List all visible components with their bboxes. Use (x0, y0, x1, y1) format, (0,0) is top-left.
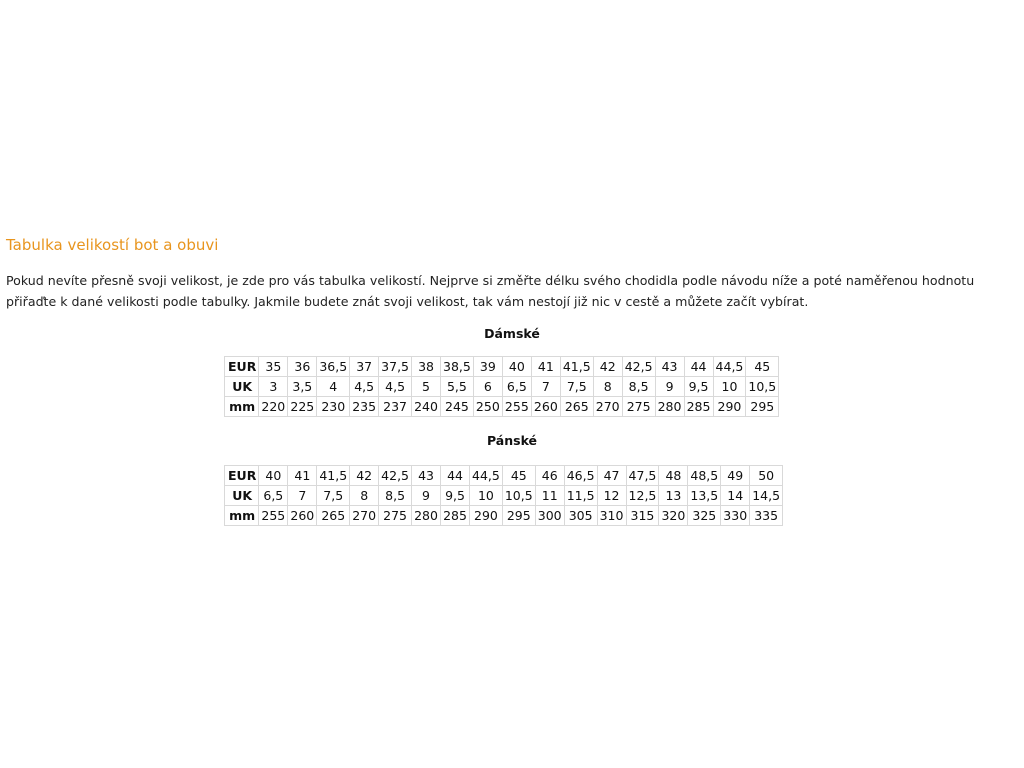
table-cell: 46 (535, 466, 564, 486)
table-cell: 7 (531, 377, 560, 397)
table-cell: 49 (721, 466, 750, 486)
table-cell: 45 (746, 357, 779, 377)
table-cell: 270 (593, 397, 622, 417)
table-cell: 48 (659, 466, 688, 486)
table-cell: 300 (535, 506, 564, 526)
table-cell: 6,5 (259, 486, 288, 506)
table-cell: 260 (531, 397, 560, 417)
table-cell: 47 (597, 466, 626, 486)
table-cell: 8 (593, 377, 622, 397)
womens-sizes-heading: Dámské (484, 326, 540, 341)
table-cell: 4,5 (350, 377, 379, 397)
mens-size-table (224, 465, 783, 526)
table-cell: 47,5 (626, 466, 659, 486)
table-row (225, 506, 783, 526)
table-cell: 265 (317, 506, 350, 526)
table-cell: 7,5 (317, 486, 350, 506)
row-label: UK (225, 486, 259, 506)
table-cell: 46,5 (564, 466, 597, 486)
table-cell: 12 (597, 486, 626, 506)
row-label: mm (225, 506, 259, 526)
table-cell: 44 (684, 357, 713, 377)
table-cell: 37,5 (379, 357, 412, 377)
table-cell: 7,5 (560, 377, 593, 397)
table-cell: 14,5 (750, 486, 783, 506)
table-cell: 38,5 (441, 357, 474, 377)
table-cell: 40 (502, 357, 531, 377)
table-cell: 310 (597, 506, 626, 526)
table-cell: 250 (473, 397, 502, 417)
row-label: mm (225, 397, 259, 417)
table-cell: 7 (288, 486, 317, 506)
table-cell: 285 (441, 506, 470, 526)
row-label: UK (225, 377, 259, 397)
table-cell: 315 (626, 506, 659, 526)
table-cell: 10 (713, 377, 746, 397)
table-cell: 41,5 (560, 357, 593, 377)
table-cell: 265 (560, 397, 593, 417)
table-cell: 41,5 (317, 466, 350, 486)
table-cell: 9,5 (441, 486, 470, 506)
table-cell: 8,5 (379, 486, 412, 506)
table-cell: 36 (288, 357, 317, 377)
table-cell: 13 (659, 486, 688, 506)
table-cell: 4 (317, 377, 350, 397)
table-cell: 275 (622, 397, 655, 417)
table-cell: 41 (288, 466, 317, 486)
table-cell: 10 (470, 486, 503, 506)
table-cell: 235 (350, 397, 379, 417)
table-cell: 42,5 (622, 357, 655, 377)
table-cell: 42 (350, 466, 379, 486)
table-cell: 13,5 (688, 486, 721, 506)
table-cell: 290 (713, 397, 746, 417)
intro-paragraph: Pokud nevíte přesně svoji velikost, je zde pro vás tabulka velikostí. Nejprve si změřte délku svého chodidla podle návodu níže a poté naměřenou hodnotu přiřaďte k dané velikosti podle tabulky. Jakmile budete znát svoji velikost, tak vám nestojí již nic v cestě a můžete začít vybírat. (6, 273, 975, 309)
table-cell: 41 (531, 357, 560, 377)
table-cell: 305 (564, 506, 597, 526)
table-cell: 9 (655, 377, 684, 397)
table-cell: 270 (350, 506, 379, 526)
table-cell: 295 (502, 506, 535, 526)
table-cell: 44,5 (713, 357, 746, 377)
table-cell: 6 (473, 377, 502, 397)
table-cell: 5 (412, 377, 441, 397)
table-cell: 9,5 (684, 377, 713, 397)
table-cell: 320 (659, 506, 688, 526)
table-cell: 8 (350, 486, 379, 506)
table-cell: 3 (259, 377, 288, 397)
table-cell: 6,5 (502, 377, 531, 397)
table-cell: 38 (412, 357, 441, 377)
table-cell: 40 (259, 466, 288, 486)
table-cell: 255 (259, 506, 288, 526)
table-cell: 11 (535, 486, 564, 506)
page-title: Tabulka velikostí bot a obuvi (6, 236, 219, 254)
table-cell: 295 (746, 397, 779, 417)
table-cell: 14 (721, 486, 750, 506)
table-cell: 8,5 (622, 377, 655, 397)
table-row (225, 466, 783, 486)
table-cell: 285 (684, 397, 713, 417)
table-cell: 43 (655, 357, 684, 377)
table-row (225, 377, 779, 397)
table-cell: 280 (655, 397, 684, 417)
table-cell: 240 (412, 397, 441, 417)
table-cell: 237 (379, 397, 412, 417)
table-cell: 10,5 (502, 486, 535, 506)
table-row (225, 357, 779, 377)
table-row (225, 486, 783, 506)
table-cell: 43 (412, 466, 441, 486)
table-cell: 230 (317, 397, 350, 417)
table-cell: 245 (441, 397, 474, 417)
table-cell: 42 (593, 357, 622, 377)
table-cell: 330 (721, 506, 750, 526)
table-cell: 39 (473, 357, 502, 377)
table-cell: 11,5 (564, 486, 597, 506)
table-cell: 45 (502, 466, 535, 486)
table-cell: 36,5 (317, 357, 350, 377)
womens-size-table (224, 356, 779, 417)
table-cell: 10,5 (746, 377, 779, 397)
table-cell: 275 (379, 506, 412, 526)
table-cell: 9 (412, 486, 441, 506)
table-cell: 5,5 (441, 377, 474, 397)
table-cell: 48,5 (688, 466, 721, 486)
mens-sizes-heading: Pánské (486, 433, 538, 448)
table-cell: 255 (502, 397, 531, 417)
table-cell: 3,5 (288, 377, 317, 397)
table-cell: 280 (412, 506, 441, 526)
table-cell: 37 (350, 357, 379, 377)
table-cell: 12,5 (626, 486, 659, 506)
table-cell: 42,5 (379, 466, 412, 486)
row-label: EUR (225, 357, 259, 377)
table-cell: 50 (750, 466, 783, 486)
table-cell: 290 (470, 506, 503, 526)
table-cell: 325 (688, 506, 721, 526)
table-cell: 35 (259, 357, 288, 377)
table-cell: 225 (288, 397, 317, 417)
table-cell: 220 (259, 397, 288, 417)
table-cell: 4,5 (379, 377, 412, 397)
table-cell: 44 (441, 466, 470, 486)
table-row (225, 397, 779, 417)
table-cell: 260 (288, 506, 317, 526)
table-cell: 44,5 (470, 466, 503, 486)
table-cell: 335 (750, 506, 783, 526)
row-label: EUR (225, 466, 259, 486)
